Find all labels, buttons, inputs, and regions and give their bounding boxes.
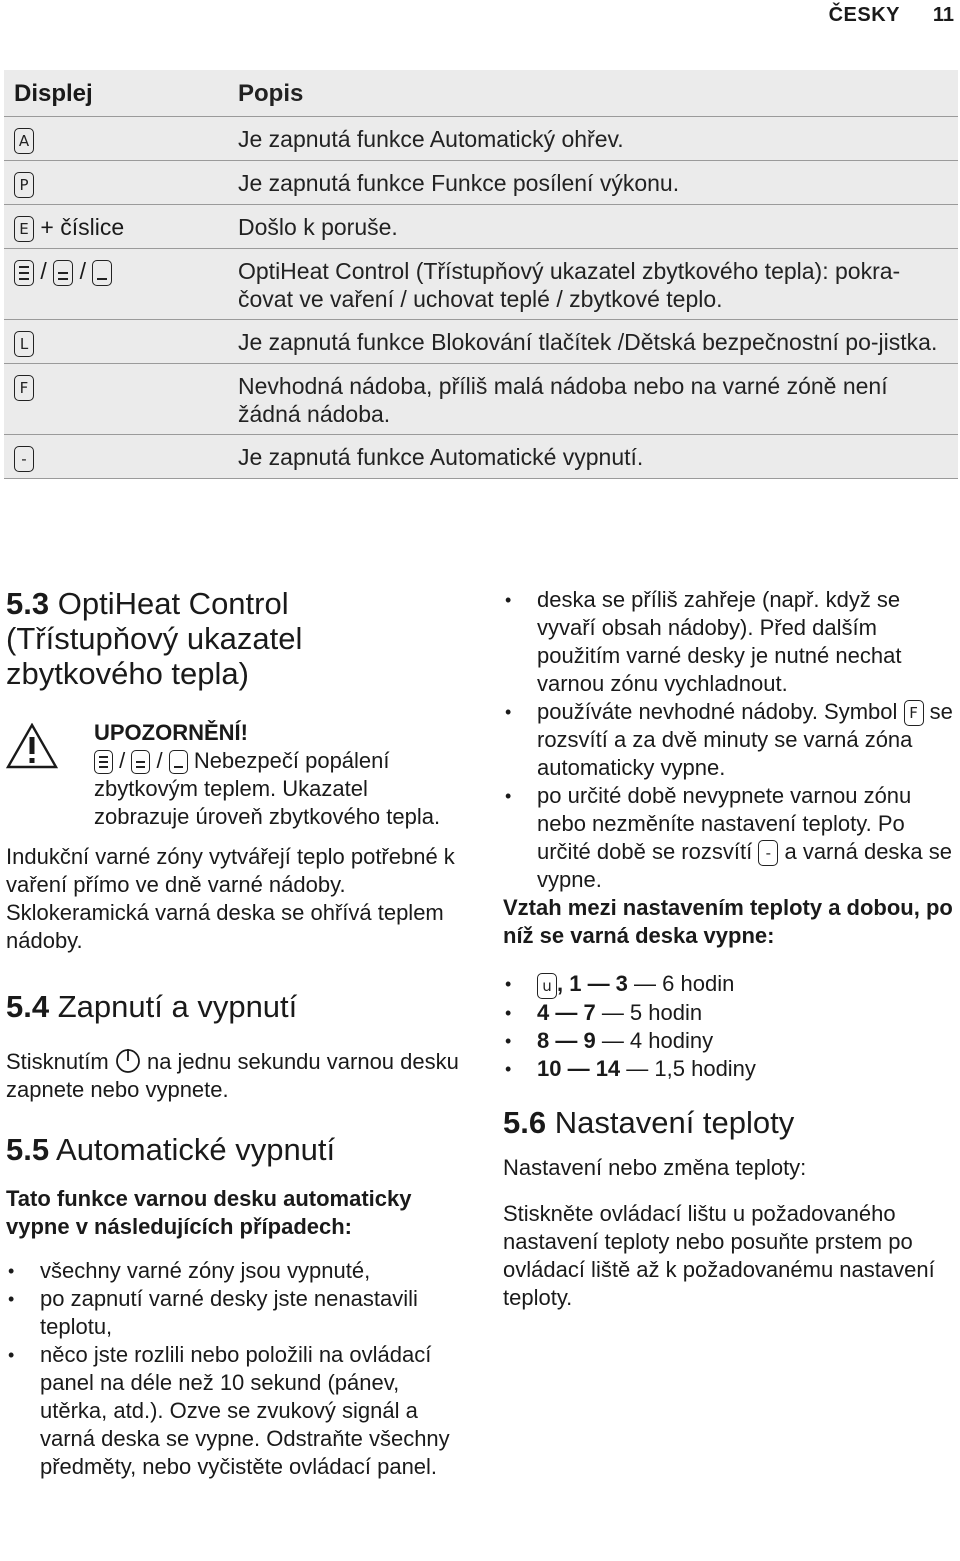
display-a-icon: A: [14, 128, 34, 154]
display-suffix: + číslice: [34, 213, 125, 240]
page-header: [0, 2, 960, 28]
table-row: [4, 319, 958, 363]
page-number: 11: [932, 4, 954, 26]
shutoff-conditions-list: [6, 1257, 466, 1481]
display-table: [4, 70, 958, 479]
table-row: [4, 363, 958, 434]
section-5-4-heading: 5.4 Zapnutí a vypnutí: [6, 989, 298, 1024]
list-item: • u , 1 — 3 — 6 hodin: [503, 970, 953, 998]
section-5-3-heading: 5.3 OptiHeat Control (Třístupňový ukazatel zbytkového tepla): [6, 586, 303, 691]
warning-text: / / Nebezpečí popálení zbytkovým teplem. Ukazatel zobrazuje úroveň zbytkového tepla.: [94, 748, 441, 829]
table-row: [4, 117, 958, 161]
column-header-description: Popis: [219, 70, 958, 117]
warning-triangle-icon: [6, 723, 58, 769]
table-row: [4, 160, 958, 204]
three-bars-icon: [14, 260, 34, 286]
row-description: OptiHeat Control (Třístupňový ukazatel zbytkového tepla): pokra-čovat ve vaření / uchovat teplé / zbytkové teplo.: [219, 248, 958, 319]
row-description: Došlo k poruše.: [219, 204, 958, 248]
table-row: [4, 204, 958, 248]
list-item: • po zapnutí varné desky jste nenastavili teplotu,: [6, 1285, 466, 1341]
display-p-icon: P: [14, 172, 34, 198]
display-l-icon: L: [14, 331, 34, 357]
list-item: • 10 — 14 — 1,5 hodiny: [503, 1055, 953, 1083]
list-item: • všechny varné zóny jsou vypnuté,: [6, 1257, 466, 1285]
power-icon: [115, 1046, 141, 1074]
list-item: • 8 — 9 — 4 hodiny: [503, 1027, 953, 1055]
warning-title: UPOZORNĚNÍ!: [94, 720, 248, 745]
one-bar-icon: [169, 750, 188, 774]
section-5-3-body: Indukční varné zóny vytvářejí teplo potřebné k vaření přímo ve dně varné nádoby. Sklokeramická varná deska se ohřívá teplem nádoby.: [6, 844, 455, 953]
list-item: • po určité době nevypnete varnou zónu nebo nezměníte nastavení teploty. Po určité době se rozsvítí - a varná deska se vypne.: [503, 782, 953, 894]
right-column: [503, 586, 953, 1312]
display-f-icon: F: [14, 375, 34, 401]
section-5-6-text: Stiskněte ovládací lištu u požadovaného nastavení teploty nebo posuňte prstem po ovládací liště až k požadovanému nastavení teploty.: [503, 1200, 935, 1310]
table-header-row: [4, 70, 958, 117]
row-description: Je zapnutá funkce Funkce posílení výkonu.: [219, 160, 958, 204]
section-5-4-text: Stisknutím na jednu sekundu varnou desku zapnete nebo vypnete.: [6, 1046, 466, 1104]
two-bars-icon: [131, 750, 150, 774]
warning-box: [6, 719, 466, 831]
left-column: [6, 586, 466, 1481]
language-label: ČESKY: [828, 4, 900, 26]
list-item: • deska se příliš zahřeje (např. když se vyvaří obsah nádoby). Před dalším použitím varné desky je nutné nechat varnou zónu vychladnout.: [503, 586, 953, 698]
table-row: / / OptiHeat Control (Třístupňový ukazatel zbytkového tepla): pokra-čovat ve vaření / uchovat teplé / zbytkové teplo.: [4, 248, 958, 319]
list-item: • používáte nevhodné nádoby. Symbol F se rozsvítí a za dvě minuty se varná zóna automaticky vypne.: [503, 698, 953, 782]
list-item: • 4 — 7 — 5 hodin: [503, 999, 953, 1027]
lower-u-icon: u: [537, 973, 557, 999]
column-header-display: Displej: [4, 70, 219, 117]
row-description: Nevhodná nádoba, příliš malá nádoba nebo na varné zóně není žádná nádoba.: [219, 363, 958, 434]
section-5-6-heading: 5.6 Nastavení teploty: [503, 1104, 795, 1140]
shutoff-conditions-list-continued: [503, 586, 953, 894]
list-item: • něco jste rozlili nebo položili na ovládací panel na déle než 10 sekund (pánev, utěrka, atd.). Ozve se zvukový signál a varná deska se vypne. Odstraňte všechny předměty, nebo vyčistěte ovládací panel.: [6, 1341, 466, 1481]
display-e-icon: E: [14, 216, 34, 242]
display-dash-icon: -: [758, 840, 778, 866]
three-bars-icon: [94, 750, 113, 774]
section-5-5-heading: 5.5 Automatické vypnutí: [6, 1132, 336, 1167]
two-bars-icon: [53, 260, 73, 286]
relation-heading: Vztah mezi nastavením teploty a dobou, po níž se varná deska vypne:: [503, 895, 953, 949]
display-f-icon: F: [904, 700, 924, 726]
settings-list: [503, 970, 953, 1082]
section-5-5-intro: Tato funkce varnou desku automaticky vypne v následujících případech:: [6, 1186, 412, 1239]
row-description: Je zapnutá funkce Blokování tlačítek /Dětská bezpečnostní po-jistka.: [219, 319, 958, 363]
row-description: Je zapnutá funkce Automatické vypnutí.: [219, 434, 958, 478]
one-bar-icon: [92, 260, 112, 286]
display-dash-icon: -: [14, 446, 34, 472]
row-description: Je zapnutá funkce Automatický ohřev.: [219, 117, 958, 161]
section-5-6-intro: Nastavení nebo změna teploty:: [503, 1154, 807, 1180]
table-row: [4, 434, 958, 478]
